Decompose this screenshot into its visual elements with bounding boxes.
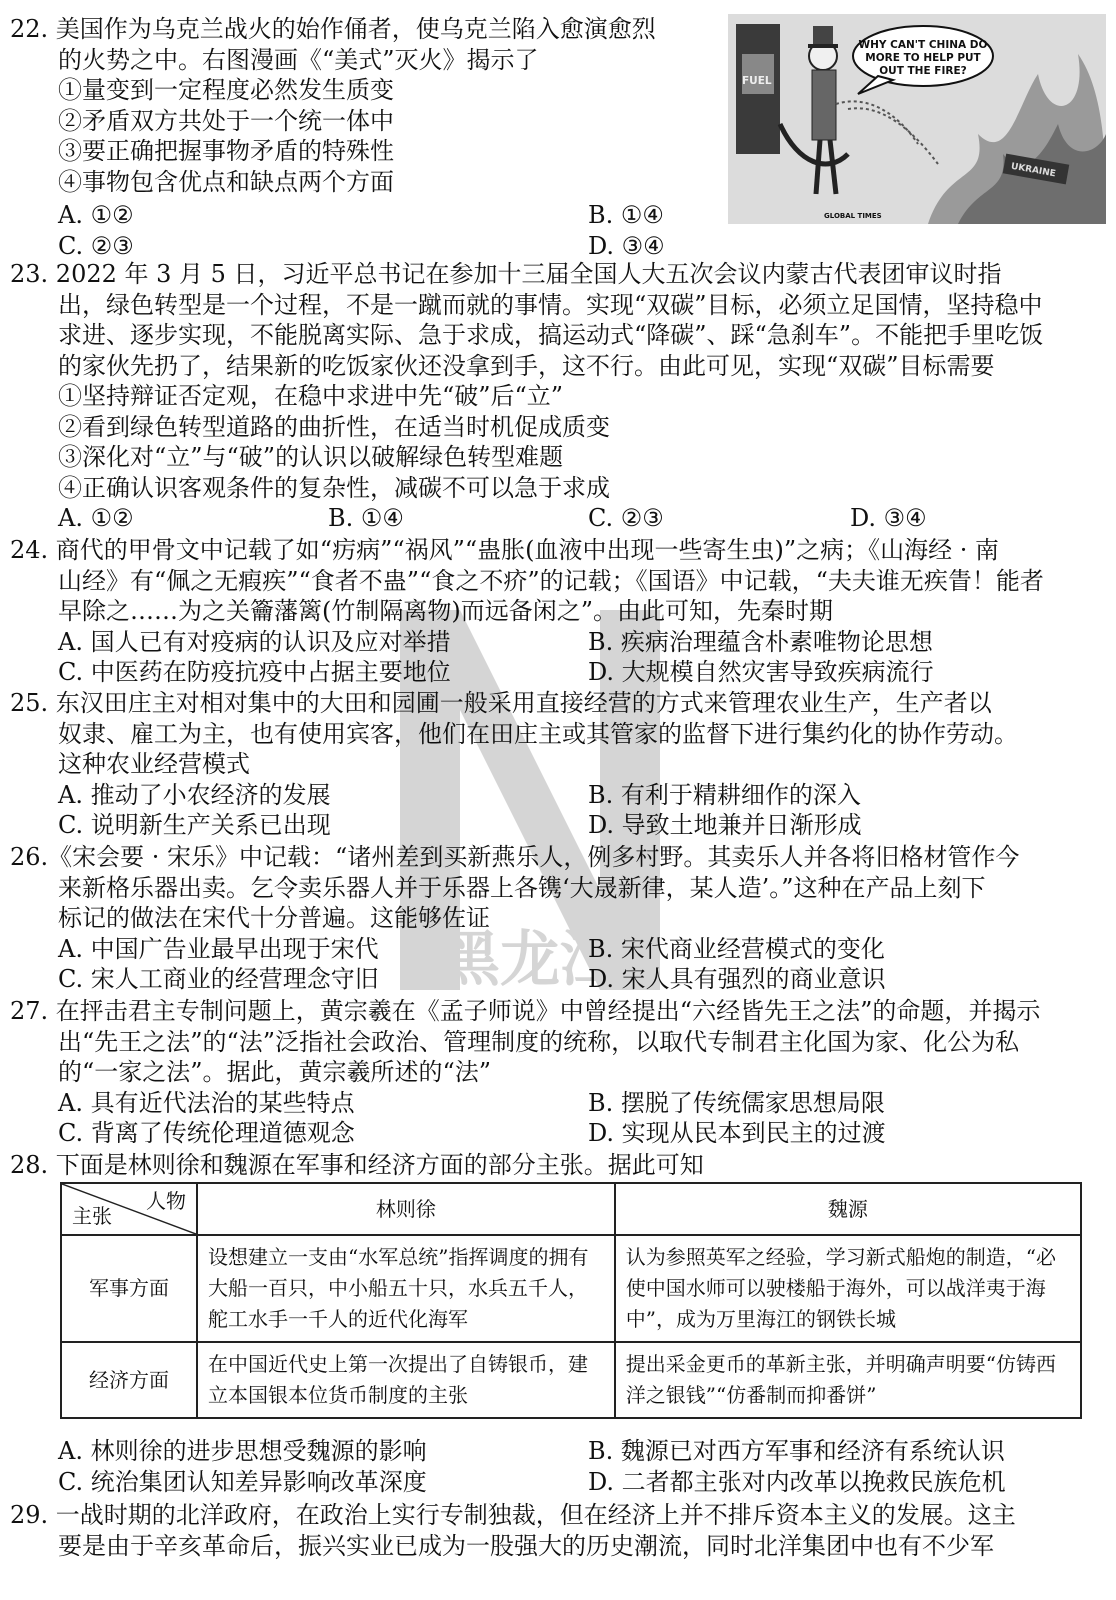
q28-line: 28. 下面是林则徐和魏源在军事和经济方面的部分主张。据此可知 bbox=[10, 1151, 704, 1179]
bubble-line-2: MORE TO HELP PUT bbox=[865, 52, 981, 64]
watermark-text: 黑龙江 bbox=[440, 925, 620, 995]
pump-label: FUEL bbox=[742, 75, 772, 87]
q22-item: ④事物包含优点和缺点两个方面 bbox=[58, 167, 394, 196]
q27-line: 出“先王之法”的“法”泛指社会政治、管理制度的统称，以取代专制君主化国为家、化公为私 bbox=[58, 1027, 1020, 1056]
question-27 bbox=[10, 996, 1086, 1149]
q23-line: 的家伙先扔了，结果新的吃饭家伙还没拿到手，这不行。由此可见，实现“双碳”目标需要 bbox=[58, 351, 995, 380]
table-cell: 认为参照英军之经验，学习新式船炮的制造，“必使中国水师可以驶楼船于海外，可以战洋夷于海中”，成为万里海江的钢铁长城 bbox=[615, 1235, 1081, 1342]
row-label: 军事方面 bbox=[61, 1235, 197, 1342]
table-cell: 提出采金更币的革新主张，并明确声明要“仿铸西洋之银钱”“仿番制而抑番饼” bbox=[615, 1342, 1081, 1418]
table-row bbox=[61, 1342, 1081, 1418]
q26-line: 来新格乐器出卖。乞令卖乐器人并于乐器上各镌‘大晟新律，某人造’。”这种在产品上刻下 bbox=[58, 873, 986, 902]
option-a[interactable]: A. 推动了小农经济的发展 bbox=[58, 780, 331, 809]
question-22 bbox=[10, 14, 716, 197]
q25-line: 这种农业经营模式 bbox=[58, 750, 250, 778]
q23-item: ①坚持辩证否定观，在稳中求进中先“破”后“立” bbox=[58, 382, 564, 410]
table-row bbox=[61, 1235, 1081, 1342]
q27-line: 27. 在抨击君主专制问题上，黄宗羲在《孟子师说》中曾经提出“六经皆先王之法”的命题，并揭示 bbox=[10, 997, 1041, 1025]
option-d[interactable]: D. 导致土地兼并日渐形成 bbox=[588, 811, 862, 839]
q23-item: ④正确认识客观条件的复杂性，减碳不可以急于求成 bbox=[58, 473, 610, 502]
table-header-row bbox=[61, 1183, 1081, 1235]
option-b[interactable]: B. ①④ bbox=[328, 504, 404, 532]
option-d[interactable]: D. 宋人具有强烈的商业意识 bbox=[588, 965, 886, 993]
q27-line: 的“一家之法”。据此，黄宗羲所述的“法” bbox=[58, 1058, 492, 1086]
corner-top-label: 人物 bbox=[146, 1189, 186, 1213]
q24-line: 早除之……为之关籥藩篱(竹制隔离物)而远备闲之”。由此可知，先秦时期 bbox=[58, 597, 833, 625]
option-a[interactable]: A. 林则徐的进步思想受魏源的影响 bbox=[58, 1437, 427, 1465]
q26-line: 26.《宋会要 · 宋乐》中记载：“诸州差到买新燕乐人，例多村野。其卖乐人并各将旧格材管作今 bbox=[10, 843, 1020, 871]
option-b[interactable]: B. ①④ bbox=[588, 201, 664, 229]
option-c[interactable]: C. 中医药在防疫抗疫中占据主要地位 bbox=[58, 658, 451, 686]
bubble-line-3: OUT THE FIRE? bbox=[879, 65, 967, 77]
question-24 bbox=[10, 535, 1086, 688]
option-c[interactable]: C. 说明新生产关系已出现 bbox=[58, 811, 331, 839]
q23-item: ②看到绿色转型道路的曲折性，在适当时机促成质变 bbox=[58, 412, 610, 441]
q23-line: 求进、逐步实现，不能脱离实际、急于求成，搞运动式“降碳”、踩“急刹车”。不能把手里吃饭 bbox=[58, 321, 1044, 349]
option-d[interactable]: D. 大规模自然灾害导致疾病流行 bbox=[588, 658, 934, 686]
question-23 bbox=[10, 259, 1086, 534]
option-b[interactable]: B. 有利于精耕细作的深入 bbox=[588, 780, 861, 809]
q24-line: 24. 商代的甲骨文中记载了如“疠病”“祸风”“蛊胀(血液中出现一些寄生虫)”之病；《山海经 · 南 bbox=[10, 536, 1000, 564]
option-b[interactable]: B. 魏源已对西方军事和经济有系统认识 bbox=[588, 1437, 1005, 1465]
table-cell: 在中国近代史上第一次提出了自铸银币，建立本国银本位货币制度的主张 bbox=[197, 1342, 615, 1418]
question-25 bbox=[10, 688, 1086, 841]
option-c[interactable]: C. ②③ bbox=[588, 504, 664, 532]
col-header-wei: 魏源 bbox=[615, 1183, 1081, 1235]
q22-item: ②矛盾双方共处于一个统一体中 bbox=[58, 106, 394, 135]
option-d[interactable]: D. 二者都主张对内改革以挽救民族危机 bbox=[588, 1467, 1006, 1496]
corner-bottom-label: 主张 bbox=[72, 1204, 112, 1228]
option-d[interactable]: D. ③④ bbox=[850, 504, 927, 532]
option-a[interactable]: A. 中国广告业最早出现于宋代 bbox=[58, 934, 379, 963]
option-b[interactable]: B. 摆脱了传统儒家思想局限 bbox=[588, 1088, 885, 1117]
q25-line: 奴隶、雇工为主，也有使用宾客，他们在田庄主或其管家的监督下进行集约化的协作劳动。 bbox=[58, 719, 1018, 748]
col-header-lin: 林则徐 bbox=[197, 1183, 615, 1235]
q26-line: 标记的做法在宋代十分普遍。这能够佐证 bbox=[58, 904, 490, 932]
q25-line: 25. 东汉田庄主对相对集中的大田和园圃一般采用直接经营的方式来管理农业生产，生产者以 bbox=[10, 689, 992, 717]
q22-item: ①量变到一定程度必然发生质变 bbox=[58, 76, 394, 104]
question-28 bbox=[10, 1150, 1086, 1181]
cartoon-image bbox=[728, 14, 1106, 224]
row-label: 经济方面 bbox=[61, 1342, 197, 1418]
option-a[interactable]: A. 具有近代法治的某些特点 bbox=[58, 1088, 355, 1117]
cartoon-drawing bbox=[728, 14, 1106, 224]
comparison-table bbox=[60, 1182, 1082, 1419]
q28-options bbox=[10, 1436, 1086, 1497]
cartoon-credit: GLOBAL TIMES bbox=[824, 212, 882, 220]
option-d[interactable]: D. 实现从民本到民主的过渡 bbox=[588, 1119, 886, 1147]
table-cell: 设想建立一支由“水军总统”指挥调度的拥有大船一百只，中小船五十只，水兵五千人，舵工水手一千人的近代化海军 bbox=[197, 1235, 615, 1342]
option-a[interactable]: A. ①② bbox=[58, 504, 134, 532]
q24-line: 山经》有“佩之无瘕疾”“食者不蛊”“食之不疥”的记载；《国语》中记载，“夫夫谁无疾眚！能者 bbox=[58, 566, 1044, 595]
option-b[interactable]: B. 疾病治理蕴含朴素唯物论思想 bbox=[588, 627, 933, 656]
ukraine-sign: UKRAINE bbox=[1010, 161, 1057, 180]
option-b[interactable]: B. 宋代商业经营模式的变化 bbox=[588, 934, 885, 963]
q23-item: ③深化对“立”与“破”的认识以破解绿色转型难题 bbox=[58, 443, 564, 471]
option-a[interactable]: A. 国人已有对疫病的认识及应对举措 bbox=[58, 627, 451, 656]
q22-item: ③要正确把握事物矛盾的特殊性 bbox=[58, 137, 394, 165]
q22-line: 的火势之中。右图漫画《“美式”灭火》揭示了 bbox=[58, 45, 539, 74]
bubble-line-1: WHY CAN'T CHINA DO bbox=[858, 39, 988, 51]
option-c[interactable]: C. 宋人工商业的经营理念守旧 bbox=[58, 965, 379, 993]
q29-line: 29. 一战时期的北洋政府，在政治上实行专制独裁，但在经济上并不排斥资本主义的发展。这主 bbox=[10, 1501, 1016, 1529]
question-29 bbox=[10, 1500, 1086, 1561]
option-c[interactable]: C. 背离了传统伦理道德观念 bbox=[58, 1119, 355, 1147]
option-c[interactable]: C. ②③ bbox=[58, 231, 134, 260]
q23-line: 出，绿色转型是一个过程，不是一蹴而就的事情。实现“双碳”目标，必须立足国情，坚持稳中 bbox=[58, 290, 1043, 319]
question-26 bbox=[10, 842, 1086, 995]
table-corner-cell bbox=[61, 1183, 197, 1235]
option-a[interactable]: A. ①② bbox=[58, 201, 134, 229]
option-c[interactable]: C. 统治集团认知差异影响改革深度 bbox=[58, 1467, 427, 1496]
q29-line: 要是由于辛亥革命后，振兴实业已成为一股强大的历史潮流，同时北洋集团中也有不少军 bbox=[58, 1531, 994, 1560]
option-d[interactable]: D. ③④ bbox=[588, 231, 665, 260]
q22-line: 22. 美国作为乌克兰战火的始作俑者，使乌克兰陷入愈演愈烈 bbox=[10, 15, 656, 43]
q23-line: 23. 2022 年 3 月 5 日，习近平总书记在参加十三届全国人大五次会议内蒙古代表团审议时指 bbox=[10, 260, 1002, 288]
